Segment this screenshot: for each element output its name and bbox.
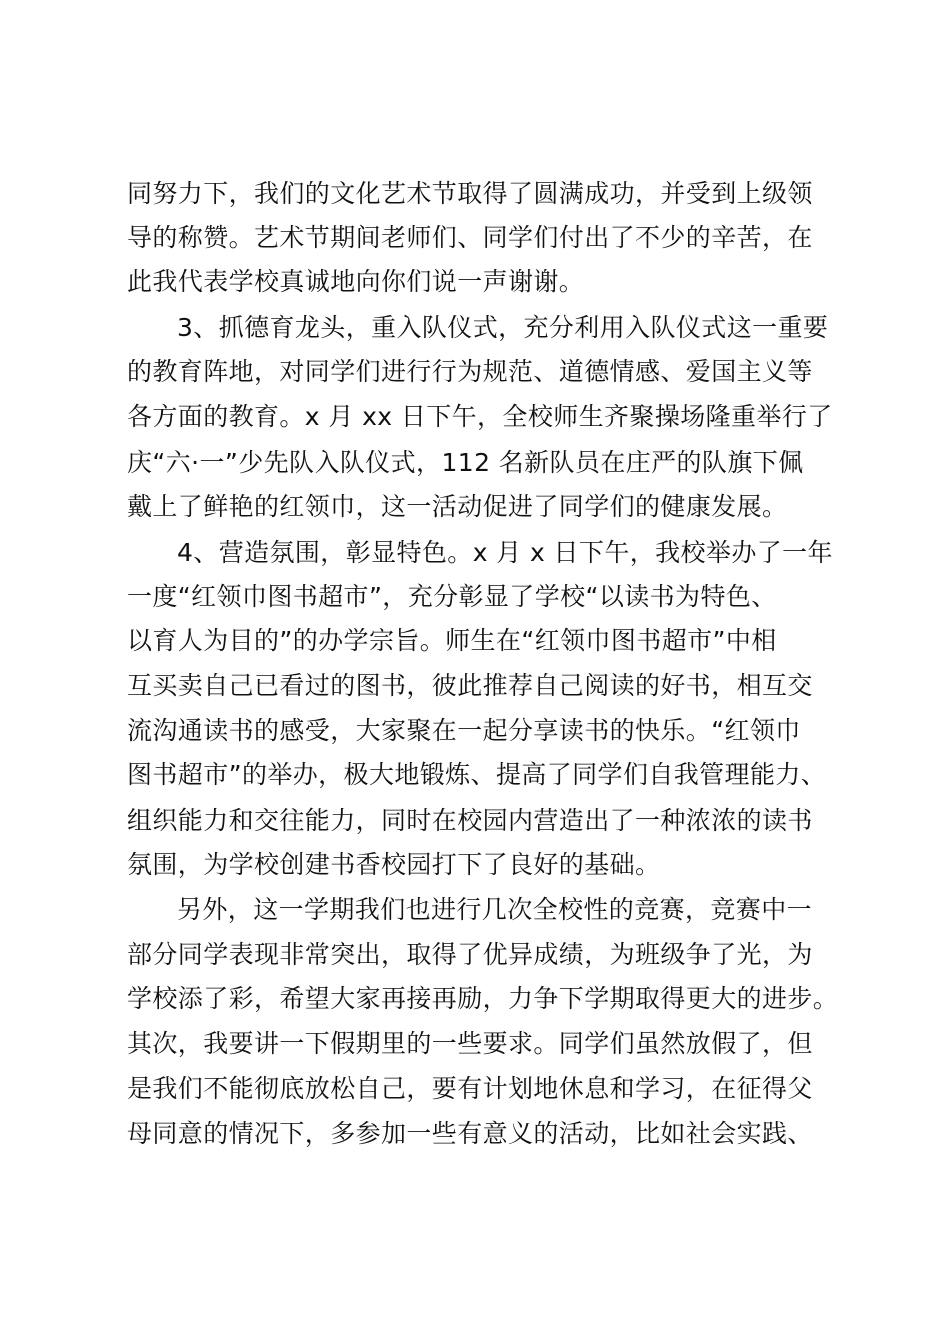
text-line: 的教育阵地，对同学们进行行为规范、道德情感、爱国主义等 — [127, 357, 813, 386]
text-line: 同努力下，我们的文化艺术节取得了圆满成功，并受到上级领 — [127, 179, 813, 208]
paragraph-start-line: 另外，这一学期我们也进行几次全校性的竞赛，竞赛中一 — [177, 895, 813, 924]
text-line: 以育人为目的”的办学宗旨。师生在“红领巾图书超市”中相 — [127, 626, 777, 655]
text-line: 庆“六·一”少先队入队仪式，112 名新队员在庄严的队旗下佩 — [127, 448, 804, 477]
paragraph-start-line: 4、营造氛围，彰显特色。x 月 x 日下午，我校举办了一年 — [177, 538, 833, 567]
text-line: 一度“红领巾图书超市”，充分彰显了学校“以读书为特色、 — [127, 582, 777, 611]
text-line: 母同意的情况下，多参加一些有意义的活动，比如社会实践、 — [127, 1119, 813, 1148]
text-line: 流沟通读书的感受，大家聚在一起分享读书的快乐。“红领巾 — [127, 716, 801, 745]
text-line: 戴上了鲜艳的红领巾，这一活动促进了同学们的健康发展。 — [127, 492, 788, 521]
text-line: 各方面的教育。x 月 xx 日下午，全校师生齐聚操场隆重举行了 — [127, 402, 833, 431]
text-line: 学校添了彩，希望大家再接再励，力争下学期取得更大的进步。 — [127, 984, 839, 1013]
text-line: 互买卖自己已看过的图书，彼此推荐自己阅读的好书，相互交 — [127, 671, 813, 700]
paragraph-start-line: 3、抓德育龙头，重入队仪式，充分利用入队仪式这一重要 — [177, 313, 829, 342]
text-line: 图书超市”的举办，极大地锻炼、提高了同学们自我管理能力、 — [127, 760, 827, 789]
text-line: 导的称赞。艺术节期间老师们、同学们付出了不少的辛苦，在 — [127, 223, 813, 252]
text-line: 组织能力和交往能力，同时在校园内营造出了一种浓浓的读书 — [127, 806, 813, 835]
text-line: 氛围，为学校创建书香校园打下了良好的基础。 — [127, 850, 661, 879]
text-line: 其次，我要讲一下假期里的一些要求。同学们虽然放假了，但 — [127, 1029, 813, 1058]
text-line: 部分同学表现非常突出，取得了优异成绩，为班级争了光，为 — [127, 940, 813, 969]
text-line: 此我代表学校真诚地向你们说一声谢谢。 — [127, 267, 585, 296]
text-line: 是我们不能彻底放松自己，要有计划地休息和学习，在征得父 — [127, 1074, 813, 1103]
